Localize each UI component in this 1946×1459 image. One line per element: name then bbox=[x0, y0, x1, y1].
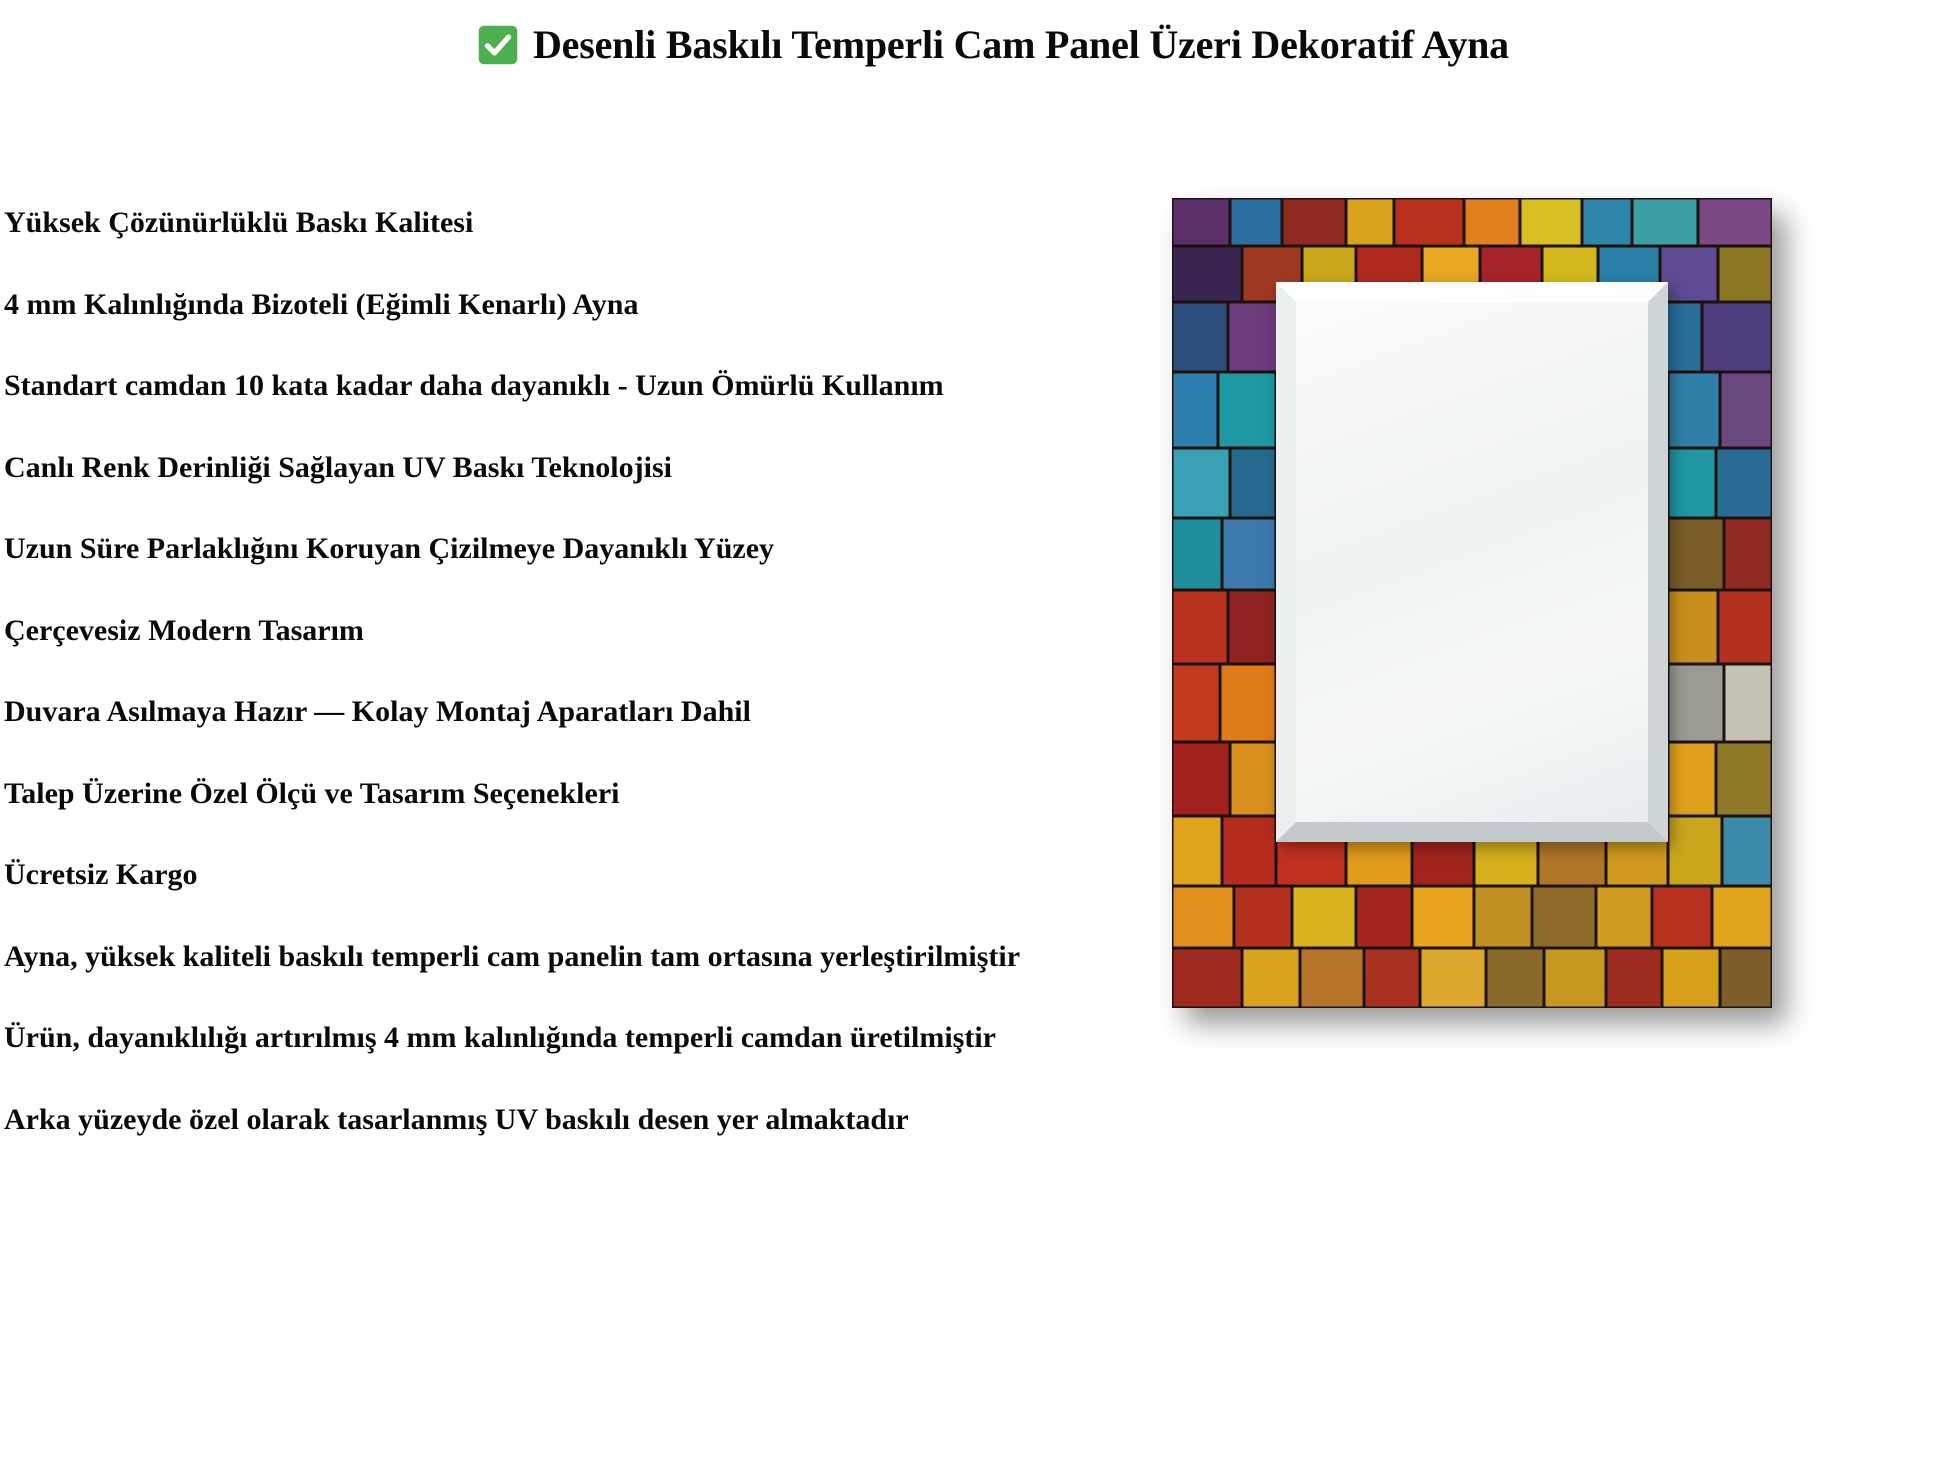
list-item: Ücretsiz Kargo bbox=[4, 858, 198, 891]
content-area bbox=[0, 66, 1946, 1137]
list-item: Çerçevesiz Modern Tasarım bbox=[4, 613, 364, 647]
list-item: Arka yüzeyde özel olarak tasarlanmış UV baskılı desen yer almaktadır bbox=[4, 1102, 909, 1136]
list-item: Yüksek Çözünürlüklü Baskı Kalitesi bbox=[4, 206, 474, 239]
mirror-bevel-edge bbox=[1276, 282, 1668, 842]
list-item: Ayna, yüksek kaliteli baskılı temperli cam panelin tam ortasına yerleştirilmiştir bbox=[4, 939, 1021, 973]
list-item: Talep Üzerine Özel Ölçü ve Tasarım Seçenekleri bbox=[4, 776, 620, 810]
list-item: Standart camdan 10 kata kadar daha dayanıklı - Uzun Ömürlü Kullanım bbox=[4, 369, 944, 402]
list-item: Uzun Süre Parlaklığını Koruyan Çizilmeye Dayanıklı Yüzey bbox=[4, 532, 775, 565]
beveled-mirror bbox=[1276, 282, 1668, 842]
list-item: 4 mm Kalınlığında Bizoteli (Eğimli Kenarlı) Ayna bbox=[4, 287, 639, 321]
product-image bbox=[1172, 198, 1772, 1008]
green-check-icon bbox=[477, 24, 519, 66]
list-item: Ürün, dayanıklılığı artırılmış 4 mm kalınlığında temperli camdan üretilmiştir bbox=[4, 1021, 996, 1054]
feature-list bbox=[0, 66, 1160, 1137]
list-item: Duvara Asılmaya Hazır — Kolay Montaj Aparatları Dahil bbox=[4, 695, 751, 728]
page-title bbox=[0, 0, 1946, 66]
page-title-text: Desenli Baskılı Temperli Cam Panel Üzeri Dekoratif Ayna bbox=[533, 22, 1509, 67]
list-item: Canlı Renk Derinliği Sağlayan UV Baskı Teknolojisi bbox=[4, 450, 672, 484]
